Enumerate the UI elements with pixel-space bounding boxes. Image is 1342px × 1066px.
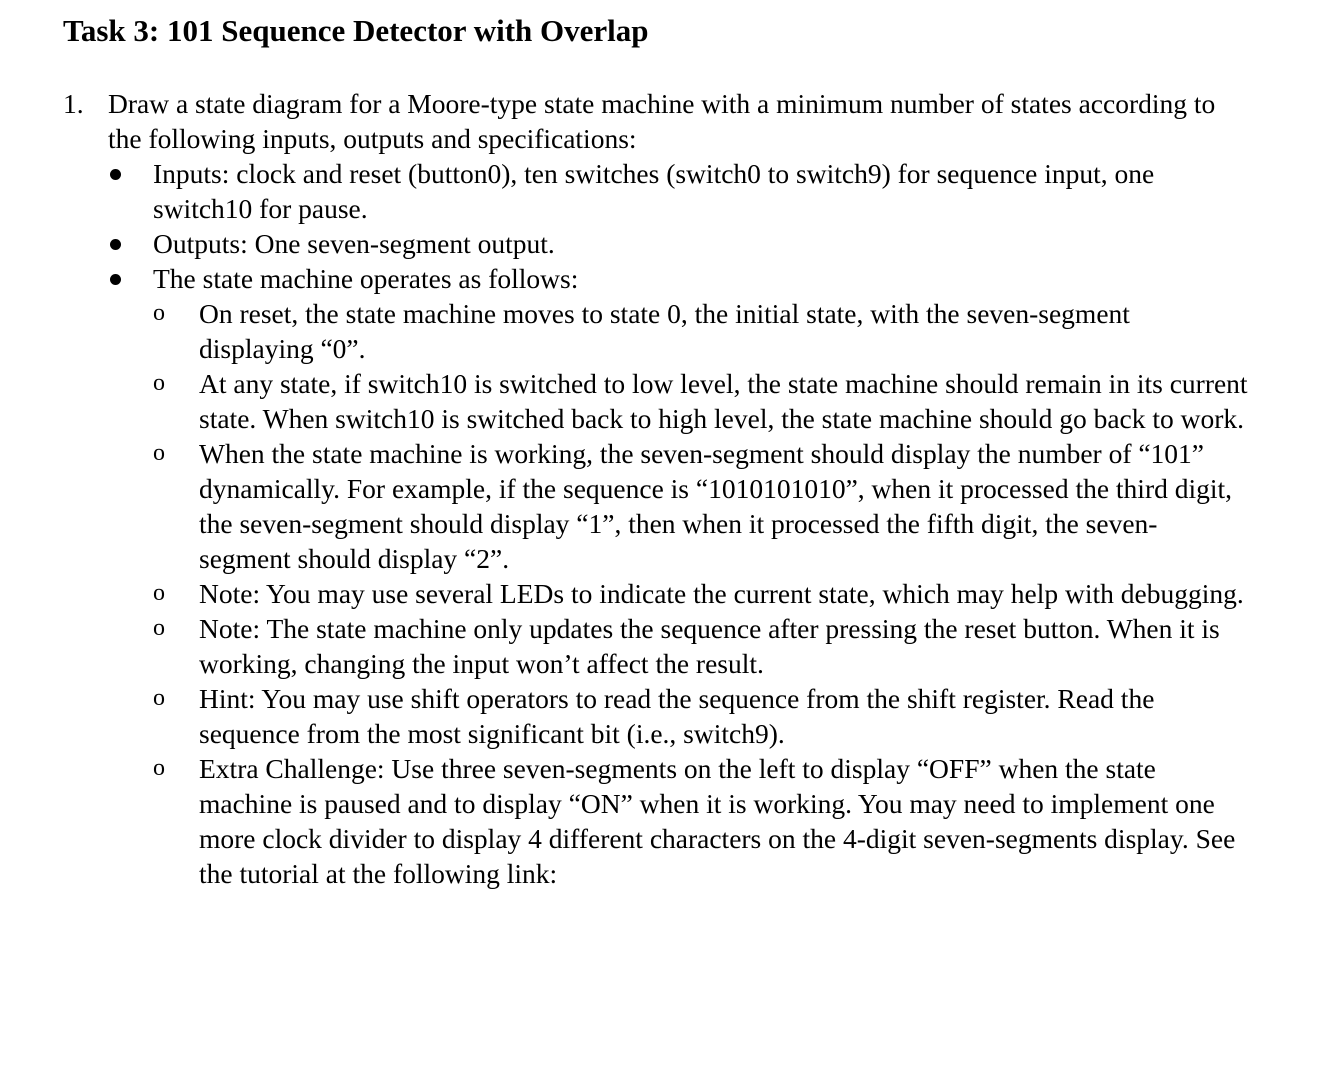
bullet-item-outputs <box>108 226 1248 261</box>
bullet-list <box>108 156 1248 891</box>
task-title: Task 3: 101 Sequence Detector with Overlap <box>63 13 649 48</box>
bullet-dot-icon <box>110 239 121 250</box>
bullet-item-inputs <box>108 156 1248 226</box>
sub-bullet-icon: o <box>153 685 165 711</box>
sub-bullet-icon: o <box>153 300 165 326</box>
sub-bullet-icon: o <box>153 755 165 781</box>
bullet-text: The state machine operates as follows: <box>153 263 579 294</box>
sub-item <box>153 611 1248 681</box>
sub-item <box>153 751 1248 891</box>
sub-item <box>153 366 1248 436</box>
sub-item-text: At any state, if switch10 is switched to low level, the state machine should remain in its current state. When switch10 is switched back to high level, the state machine should go back to work. <box>199 368 1248 434</box>
bullet-dot-icon <box>110 274 121 285</box>
sub-bullet-icon: o <box>153 370 165 396</box>
item-intro: Draw a state diagram for a Moore-type state machine with a minimum number of states according to the following inputs, outputs and specifications: <box>108 88 1216 154</box>
sub-item-text: Hint: You may use shift operators to read the sequence from the shift register. Read the sequence from the most significant bit (i.e., switch9). <box>199 683 1155 749</box>
sub-item-text: When the state machine is working, the seven-segment should display the number of “101” dynamically. For example, if the sequence is “1010101010”, when it processed the third digit, the seven-segment should display “1”, then when it processed the fifth digit, the seven-segment should display “2”. <box>199 438 1233 574</box>
item-body <box>108 86 1248 891</box>
sub-item-text: Note: The state machine only updates the sequence after pressing the reset button. When it is working, changing the input won’t affect the result. <box>199 613 1220 679</box>
sub-item <box>153 436 1248 576</box>
bullet-text: Outputs: One seven-segment output. <box>153 228 555 259</box>
sub-item-text: Note: You may use several LEDs to indicate the current state, which may help with debugging. <box>199 578 1244 609</box>
sub-bullet-icon: o <box>153 615 165 641</box>
item-number: 1. <box>63 88 84 119</box>
sub-list <box>153 296 1248 891</box>
bullet-item-operation <box>108 261 1248 891</box>
sub-item <box>153 576 1248 611</box>
sub-bullet-icon: o <box>153 440 165 466</box>
bullet-text: Inputs: clock and reset (button0), ten switches (switch0 to switch9) for sequence input, one switch10 for pause. <box>153 158 1155 224</box>
sub-item-text: Extra Challenge: Use three seven-segments on the left to display “OFF” when the state machine is paused and to display “ON” when it is working. You may need to implement one more clock divider to display 4 different characters on the 4-digit seven-segments display. See the tutorial at the following link: <box>199 753 1236 889</box>
sub-item <box>153 296 1248 366</box>
sub-item-text: On reset, the state machine moves to state 0, the initial state, with the seven-segment displaying “0”. <box>199 298 1130 364</box>
sub-bullet-icon: o <box>153 580 165 606</box>
bullet-dot-icon <box>110 169 121 180</box>
sub-item <box>153 681 1248 751</box>
